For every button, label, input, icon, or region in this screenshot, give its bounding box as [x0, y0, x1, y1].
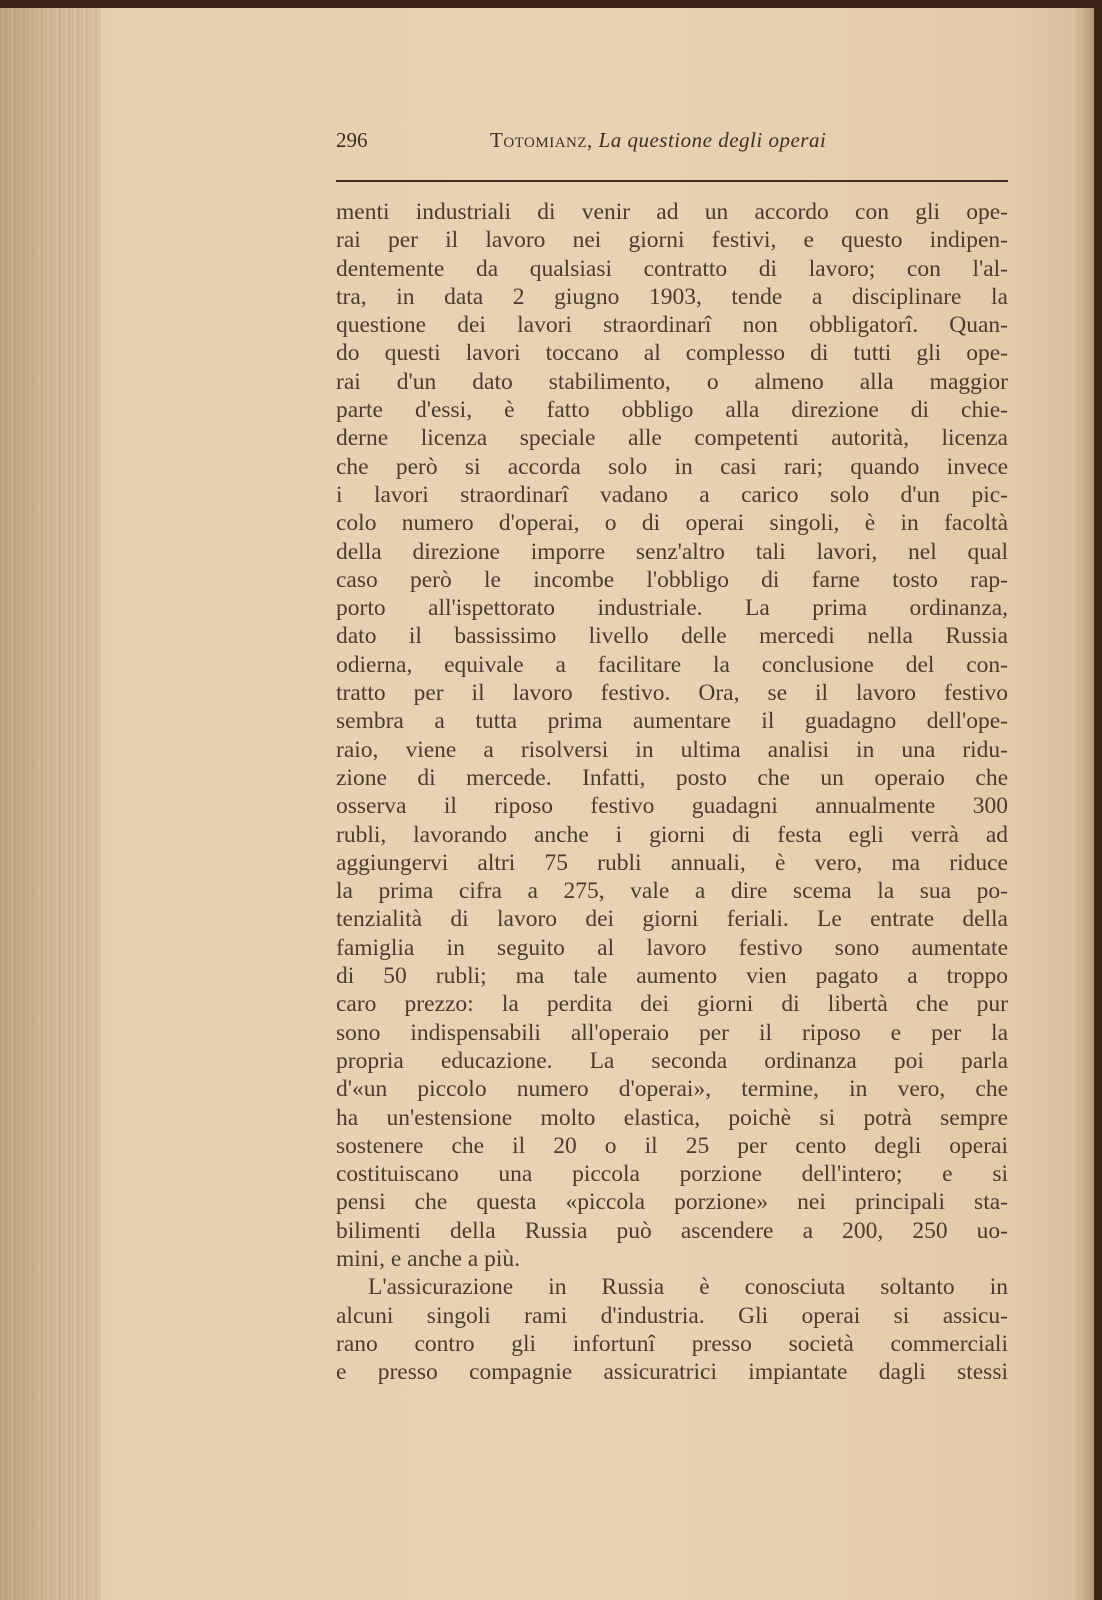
text-line: sono indispensabili all'operaio per il riposo e per la [336, 1019, 1008, 1046]
text-line: ha un'estensione molto elastica, poichè si potrà sempre [336, 1104, 1008, 1131]
text-line: raio, viene a risolversi in ultima analisi in una ridu- [336, 736, 1008, 763]
text-line: rai d'un dato stabilimento, o almeno alla maggior [336, 368, 1008, 395]
text-line: dato il bassissimo livello delle mercedi nella Russia [336, 623, 1008, 650]
text-line: porto all'ispettorato industriale. La prima ordinanza, [336, 595, 1008, 622]
text-line: zione di mercede. Infatti, posto che un operaio che [336, 764, 1008, 791]
text-line: sostenere che il 20 o il 25 per cento degli operai [336, 1132, 1008, 1159]
text-line: derne licenza speciale alle competenti autorità, licenza [336, 425, 1008, 452]
text-line: e presso compagnie assicuratrici impiantate dagli stessi [336, 1359, 1008, 1386]
page-number: 296 [336, 128, 368, 152]
text-line: colo numero d'operai, o di operai singoli, è in facoltà [336, 510, 1008, 537]
text-line: rubli, lavorando anche i giorni di festa egli verrà ad [336, 821, 1008, 848]
running-head-work-title: La questione degli operai [598, 128, 827, 152]
text-line: osserva il riposo festivo guadagni annualmente 300 [336, 793, 1008, 820]
text-line: caso però le incombe l'obbligo di farne tosto rap- [336, 566, 1008, 593]
text-line: della direzione imporre senz'altro tali lavori, nel qual [336, 538, 1008, 565]
gutter-shadow [0, 8, 100, 1600]
text-line: do questi lavori toccano al complesso di tutti gli ope- [336, 340, 1008, 367]
text-line: d'«un piccolo numero d'operai», termine, in vero, che [336, 1076, 1008, 1103]
text-line: questione dei lavori straordinarî non obbligatorî. Quan- [336, 312, 1008, 339]
running-title [490, 128, 826, 153]
text-line: alcuni singoli rami d'industria. Gli operai si assicu- [336, 1302, 1008, 1329]
text-line: costituiscano una piccola porzione dell'intero; e si [336, 1161, 1008, 1188]
text-line: tratto per il lavoro festivo. Ora, se il lavoro festivo [336, 680, 1008, 707]
running-head-author: Totomianz, [490, 128, 593, 152]
text-line: famiglia in seguito al lavoro festivo sono aumentate [336, 934, 1008, 961]
text-line: sembra a tutta prima aumentare il guadagno dell'ope- [336, 708, 1008, 735]
page-edge-shadow [1074, 8, 1094, 1600]
text-line: rano contro gli infortunî presso società commerciali [336, 1330, 1008, 1357]
text-line: caro prezzo: la perdita dei giorni di libertà che pur [336, 991, 1008, 1018]
text-line: mini, e anche a più. [336, 1245, 521, 1272]
text-line: odierna, equivale a facilitare la conclusione del con- [336, 651, 1008, 678]
body-text [336, 198, 1008, 1386]
text-line: menti industriali di venir ad un accordo con gli ope- [336, 199, 1008, 225]
text-line: rai per il lavoro nei giorni festivi, e questo indipen- [336, 227, 1008, 254]
text-line: la prima cifra a 275, vale a dire scema la sua po- [336, 878, 1008, 905]
text-line: propria educazione. La seconda ordinanza poi parla [336, 1047, 1008, 1074]
header-rule [336, 180, 1008, 182]
text-line: dentemente da qualsiasi contratto di lavoro; con l'al- [336, 255, 1008, 282]
text-line: parte d'essi, è fatto obbligo alla direzione di chie- [336, 397, 1008, 424]
text-line: di 50 rubli; ma tale aumento vien pagato a troppo [336, 963, 1008, 990]
text-line: i lavori straordinarî vadano a carico solo d'un pic- [336, 481, 1008, 508]
text-line: L'assicurazione in Russia è conosciuta soltanto in [368, 1274, 1008, 1301]
text-line: che però si accorda solo in casi rari; quando invece [336, 453, 1008, 480]
text-line: tenzialità di lavoro dei giorni feriali. Le entrate della [336, 906, 1008, 933]
text-line: tra, in data 2 giugno 1903, tende a disciplinare la [336, 283, 1008, 310]
text-line: aggiungervi altri 75 rubli annuali, è vero, ma riduce [336, 849, 1008, 876]
text-line: pensi che questa «piccola porzione» nei principali sta- [336, 1189, 1008, 1216]
text-line: bilimenti della Russia può ascendere a 200, 250 uo- [336, 1217, 1008, 1244]
